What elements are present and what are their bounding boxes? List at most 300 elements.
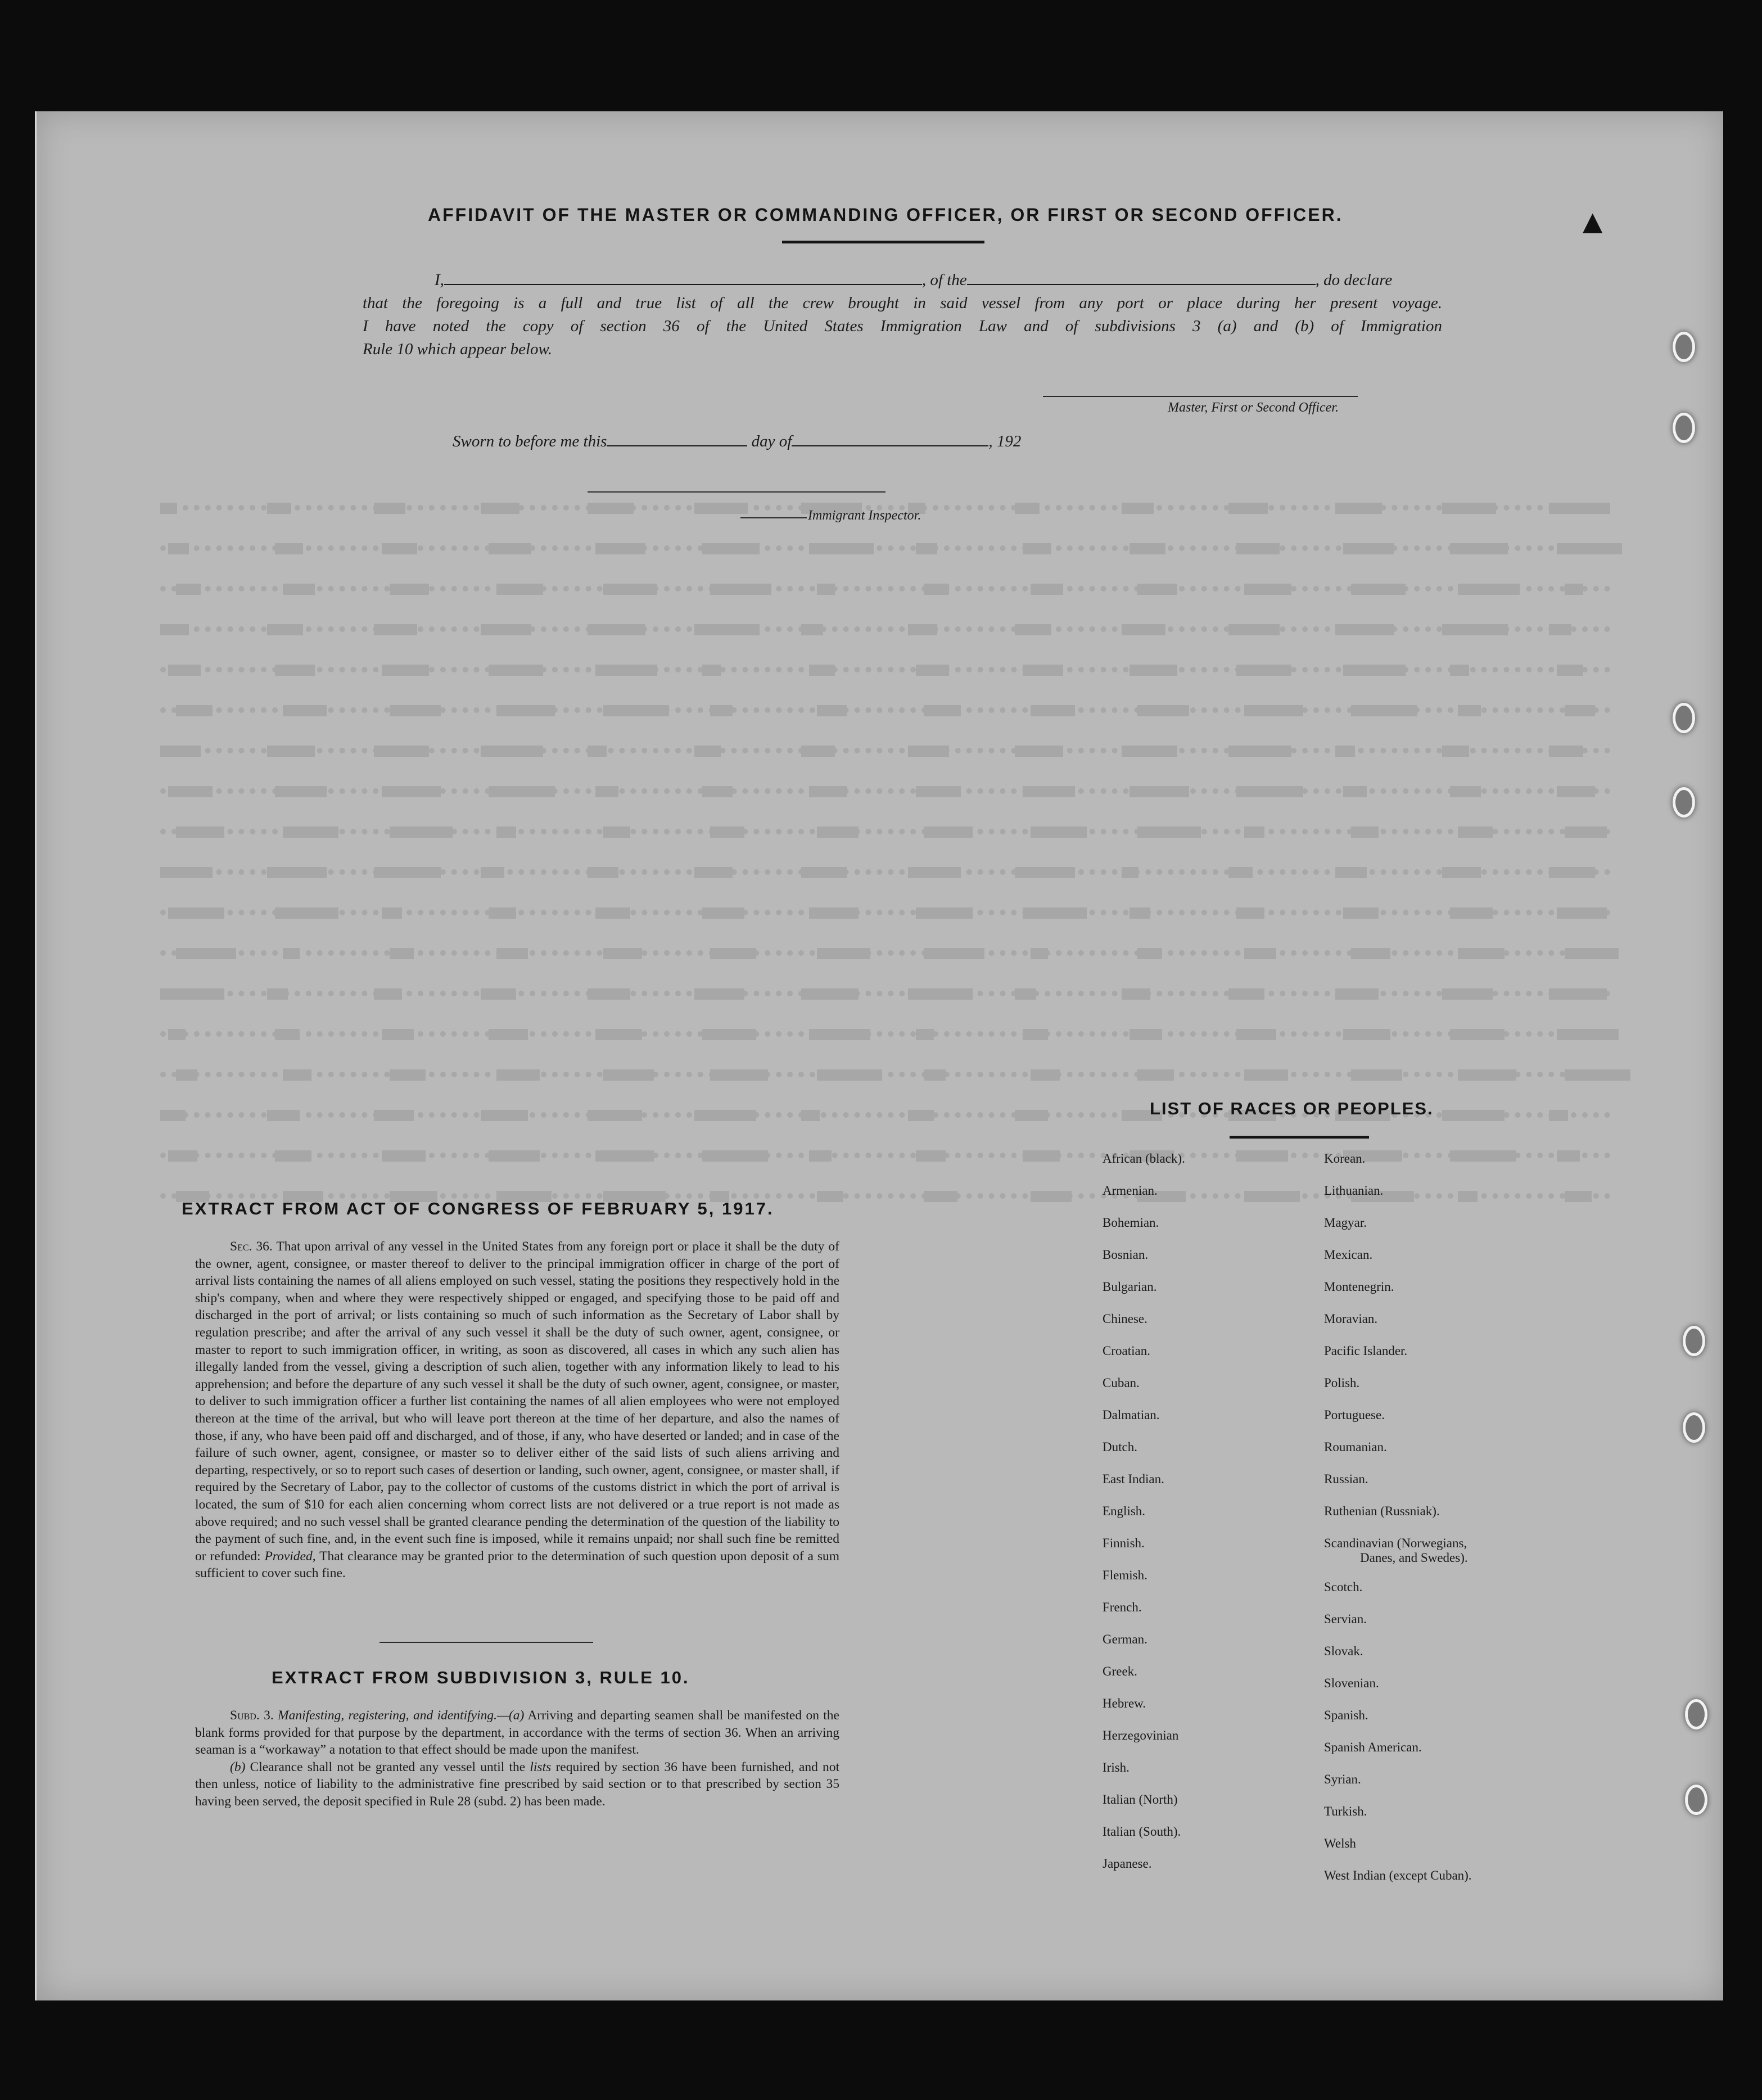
bleed-through-mark: [694, 988, 744, 1000]
race-item: [1324, 1772, 1472, 1804]
races-right-column: [1324, 1151, 1472, 1900]
bleed-through-row: [160, 788, 1611, 805]
race-label: Syrian.: [1324, 1772, 1361, 1786]
bleed-through-mark: [176, 948, 236, 959]
bleed-through-mark: [1351, 705, 1417, 716]
bleed-through-mark: [1122, 503, 1154, 514]
race-label: French.: [1103, 1600, 1142, 1614]
bleed-through-mark: [1565, 827, 1607, 838]
bleed-through-mark: [916, 543, 937, 554]
bleed-through-mark: [809, 786, 847, 797]
bleed-through-mark: [481, 1110, 528, 1121]
section-body: That upon arrival of any vessel in the United States from any foreign port or place it shall be the duty of the owner, agent, consignee, or master thereof to deliver to the principal immigration officer in charge of the port of arrival lists containing the names of all aliens employed on such vessel, stating the positions they respectively hold in the ship's company, when and where they were respectively shipped or engaged, and specifying those to be paid off and discharged in the port of arrival; or lists containing so much of such information as the Secretary of Labor shall by regulation prescribe; and after the arrival of any such vessel it shall be the duty of such owner, agent, consignee, or master to report to such immigration officer, in writing, as soon as discovered, all cases in which any such alien has illegally landed from the vessel, giving a description of such alien, together with any information likely to lead to his apprehension; and before the departure of any such vessel it shall be the duty of such owner, agent, consignee, or master, to deliver to such immigration officer a further list containing the names of all alien employees who were not employed thereon at the time of the arrival, but who will leave port thereon at the time of her departure, and also the names of those, if any, who have been paid off and discharged, and of those, if any, who have deserted or landed; and in case of the failure of such owner, agent, consignee, or master so to deliver either of the said lists of such aliens arriving and departing, respectively, or so to report such cases of desertion or landing, such owner, agent, consignee, or master shall, if required by the Secretary of Labor, pay to the collector of customs of the customs district in which the port of arrival is located, the sum of $10 for each alien concerning whom correct lists are not delivered or a true report is not made as above required; and no such vessel shall be granted clearance pending the determination of the question of the liability to the payment of such fine, and, in the event such fine is imposed, while it remains unpaid; nor shall such fine be remitted or refunded:: [195, 1239, 839, 1564]
bleed-through-mark: [1031, 948, 1048, 959]
bleed-through-mark: [595, 786, 618, 797]
rule-title: EXTRACT FROM SUBDIVISION 3, RULE 10.: [272, 1668, 690, 1687]
race-label: German.: [1103, 1632, 1147, 1646]
bleed-through-mark: [267, 1110, 300, 1121]
section-divider: [379, 1642, 593, 1643]
bleed-through-mark: [176, 1069, 197, 1081]
bleed-through-mark: [1122, 988, 1150, 1000]
bleed-through-mark: [275, 907, 338, 919]
bleed-through-mark: [1130, 1029, 1162, 1040]
race-label: Spanish American.: [1324, 1740, 1422, 1754]
punch-hole: [1673, 703, 1695, 733]
bleed-through-mark: [801, 1110, 820, 1121]
bleed-through-mark: [283, 1069, 311, 1081]
bleed-through-mark: [489, 665, 543, 676]
bleed-through-mark: [176, 584, 201, 595]
bleed-through-mark: [1557, 543, 1622, 554]
bleed-through-mark: [1343, 665, 1406, 676]
bleed-through-mark: [382, 665, 429, 676]
bleed-through-mark: [1557, 1029, 1619, 1040]
bleed-through-mark: [481, 867, 504, 878]
bleed-through-mark: [496, 584, 543, 595]
bleed-through-mark: [1442, 624, 1508, 635]
race-item: [1103, 1344, 1185, 1376]
bleed-through-mark: [489, 786, 555, 797]
bleed-through-mark: [694, 624, 760, 635]
bleed-through-mark: [1015, 624, 1051, 635]
punch-hole: [1685, 1699, 1707, 1729]
race-item: [1103, 1151, 1185, 1184]
race-label: Polish.: [1324, 1376, 1360, 1390]
race-label: Japanese.: [1103, 1857, 1152, 1871]
bleed-through-mark: [916, 786, 961, 797]
race-label: Dalmatian.: [1103, 1408, 1160, 1422]
bleed-through-mark: [1023, 1150, 1060, 1162]
bleed-through-mark: [489, 543, 531, 554]
bleed-through-mark: [390, 1069, 426, 1081]
race-label: Russian.: [1324, 1472, 1368, 1486]
bleed-through-mark: [390, 827, 453, 838]
affidavit-line-3: I have noted the copy of section 36 of the United States Immigration Law and of subdivisions 3 (a) and (b) of Immigration: [363, 317, 1442, 335]
bleed-through-mark: [160, 1110, 186, 1121]
bleed-through-mark: [168, 1029, 186, 1040]
race-label: East Indian.: [1103, 1472, 1164, 1486]
bleed-through-mark: [1244, 827, 1264, 838]
bleed-through-mark: [1351, 827, 1379, 838]
affidavit-do-declare: , do declare: [1315, 271, 1393, 289]
bleed-through-mark: [702, 1150, 768, 1162]
inspector-signature-line[interactable]: [588, 491, 885, 493]
bleed-through-mark: [603, 705, 669, 716]
bleed-through-mark: [1015, 503, 1040, 514]
bleed-through-mark: [481, 624, 531, 635]
bleed-through-mark: [817, 827, 859, 838]
race-label: Roumanian.: [1324, 1440, 1387, 1454]
bleed-through-mark: [1335, 867, 1367, 878]
document-page: [35, 111, 1723, 2000]
bleed-through-mark: [275, 543, 303, 554]
bleed-through-mark: [603, 948, 642, 959]
title-underline: [782, 241, 984, 243]
bleed-through-mark: [809, 1029, 870, 1040]
bleed-through-mark: [1557, 1150, 1580, 1162]
bleed-through-mark: [1450, 543, 1508, 554]
master-signature-line[interactable]: [1043, 396, 1358, 397]
bleed-through-mark: [496, 948, 528, 959]
bleed-through-mark: [168, 1150, 197, 1162]
race-label-continuation: Danes, and Swedes).: [1360, 1551, 1468, 1565]
act-title: EXTRACT FROM ACT OF CONGRESS OF FEBRUARY 5, 1917.: [182, 1199, 774, 1218]
bleed-through-mark: [916, 1150, 946, 1162]
race-label: Bohemian.: [1103, 1216, 1159, 1230]
bleed-through-mark: [817, 705, 847, 716]
bleed-through-mark: [710, 705, 733, 716]
bleed-through-mark: [1023, 543, 1051, 554]
bleed-through-mark: [817, 948, 870, 959]
bleed-through-mark: [916, 907, 973, 919]
affidavit-line-2: that the foregoing is a full and true list of all the crew brought in said vessel from any port or place during her present voyage.: [363, 294, 1442, 312]
corner-mark-icon: ▲: [1583, 206, 1603, 236]
affidavit-line-4: Rule 10 which appear below.: [363, 340, 552, 358]
race-item: [1324, 1708, 1472, 1740]
bleed-through-mark: [1031, 1191, 1072, 1202]
bleed-through-mark: [496, 705, 555, 716]
bleed-through-mark: [1565, 1069, 1630, 1081]
race-item: [1324, 1151, 1472, 1184]
bleed-through-mark: [588, 1110, 642, 1121]
bleed-through-mark: [595, 907, 630, 919]
race-label: Slovak.: [1324, 1644, 1363, 1658]
bleed-through-mark: [1458, 584, 1520, 595]
bleed-through-mark: [1236, 1029, 1276, 1040]
bleed-through-mark: [374, 624, 417, 635]
race-label: Finnish.: [1103, 1536, 1145, 1550]
bleed-through-mark: [496, 1069, 540, 1081]
bleed-through-mark: [390, 584, 429, 595]
bleed-through-mark: [481, 746, 543, 757]
race-item: [1103, 1376, 1185, 1408]
race-label: Spanish.: [1324, 1708, 1368, 1722]
bleed-through-mark: [168, 786, 213, 797]
race-label: Greek.: [1103, 1664, 1137, 1678]
race-item: [1103, 1664, 1185, 1696]
bleed-through-mark: [1137, 705, 1189, 716]
punch-hole: [1685, 1785, 1707, 1815]
subd-a-text: Arriving and departing seamen shall be manifested on the blank forms provided for that purpose by the department, in accordance with the terms of section 36. When an arriving seaman is a “workaway” a notation to that effect should be made upon the manifest.: [195, 1708, 839, 1758]
bleed-through-mark: [1565, 705, 1595, 716]
punch-hole: [1673, 413, 1695, 443]
subd-label: Subd. 3.: [230, 1708, 274, 1723]
race-label: Italian (South).: [1103, 1824, 1181, 1839]
race-item: [1324, 1644, 1472, 1676]
race-item: [1103, 1472, 1185, 1504]
master-name-field[interactable]: [444, 270, 922, 285]
bleed-through-mark: [1137, 948, 1162, 959]
race-item: [1103, 1792, 1185, 1824]
sworn-day-of: day of: [751, 432, 792, 450]
bleed-through-mark: [390, 705, 441, 716]
bleed-through-mark: [588, 988, 630, 1000]
bleed-through-mark: [916, 1029, 934, 1040]
bleed-through-mark: [1228, 988, 1264, 1000]
bleed-through-mark: [1130, 907, 1150, 919]
race-item: [1324, 1376, 1472, 1408]
race-label: Irish.: [1103, 1760, 1130, 1774]
race-label: Mexican.: [1324, 1248, 1373, 1262]
bleed-through-mark: [1228, 867, 1253, 878]
bleed-through-mark: [390, 948, 414, 959]
race-item: [1103, 1857, 1185, 1889]
bleed-through-mark: [1458, 705, 1481, 716]
bleed-through-mark: [489, 1029, 528, 1040]
bleed-through-mark: [489, 1150, 540, 1162]
rule-subdivision-3: [195, 1707, 839, 1810]
bleed-through-mark: [924, 584, 949, 595]
bleed-through-mark: [801, 867, 847, 878]
race-item: [1103, 1824, 1185, 1857]
bleed-through-mark: [1335, 988, 1379, 1000]
bleed-through-mark: [801, 624, 823, 635]
race-label: Scandinavian (Norwegians,: [1324, 1536, 1467, 1550]
bleed-through-mark: [1549, 746, 1583, 757]
bleed-through-mark: [817, 1069, 882, 1081]
bleed-through-mark: [595, 1029, 642, 1040]
sworn-line: [453, 432, 1021, 451]
bleed-through-mark: [374, 746, 429, 757]
race-item: [1324, 1248, 1472, 1280]
bleed-through-mark: [1236, 1150, 1288, 1162]
bleed-through-mark: [595, 543, 645, 554]
subd-b-text-2: required by section 36 have been furnished, and not then unless, notice of liability to the administrative fine prescribed by said section or to that prescribed by section 35 having been served, the deposit specified in Rule 28 (subd. 2) has been made.: [195, 1759, 840, 1809]
race-item: [1324, 1312, 1472, 1344]
bleed-through-mark: [924, 1069, 946, 1081]
bleed-through-mark: [809, 543, 874, 554]
bleed-through-mark: [374, 867, 441, 878]
race-item: [1324, 1440, 1472, 1472]
bleed-through-mark: [694, 1110, 756, 1121]
race-item: [1103, 1312, 1185, 1344]
bleed-through-mark: [1557, 786, 1595, 797]
race-item: [1324, 1408, 1472, 1440]
bleed-through-mark: [924, 827, 973, 838]
subd-b-label: (b): [230, 1759, 246, 1774]
bleed-through-mark: [1244, 584, 1291, 595]
bleed-through-mark: [1549, 1110, 1568, 1121]
bleed-through-mark: [801, 746, 835, 757]
race-item: [1324, 1676, 1472, 1708]
bleed-through-mark: [801, 988, 859, 1000]
bleed-through-mark: [710, 584, 771, 595]
bleed-through-mark: [1335, 746, 1355, 757]
bleed-through-mark: [1130, 665, 1177, 676]
bleed-through-mark: [1442, 1110, 1505, 1121]
race-label: Croatian.: [1103, 1344, 1150, 1358]
race-item: [1103, 1568, 1185, 1600]
bleed-through-mark: [382, 907, 402, 919]
affidavit-title: AFFIDAVIT OF THE MASTER OR COMMANDING OFFICER, OR FIRST OR SECOND OFFICER.: [428, 205, 1343, 225]
bleed-through-mark: [1122, 746, 1177, 757]
race-label: Bosnian.: [1103, 1248, 1149, 1262]
bleed-through-mark: [1450, 665, 1469, 676]
bleed-through-mark: [702, 665, 721, 676]
bleed-through-mark: [1137, 584, 1177, 595]
race-label: Italian (North): [1103, 1792, 1178, 1807]
races-title: LIST OF RACES OR PEOPLES.: [1150, 1099, 1434, 1118]
bleed-through-mark: [160, 746, 201, 757]
race-item: [1103, 1248, 1185, 1280]
bleed-through-mark: [710, 1069, 768, 1081]
bleed-through-mark: [1122, 624, 1165, 635]
bleed-through-mark: [160, 503, 177, 514]
race-item: [1103, 1184, 1185, 1216]
bleed-through-mark: [924, 1191, 957, 1202]
bleed-through-mark: [1442, 746, 1469, 757]
bleed-through-mark: [809, 1150, 832, 1162]
race-label: Ruthenian (Russniak).: [1324, 1504, 1440, 1518]
bleed-through-mark: [481, 503, 519, 514]
bleed-through-mark: [1351, 584, 1406, 595]
bleed-through-mark: [176, 705, 213, 716]
bleed-through-table: [37, 505, 1723, 1236]
race-item: [1324, 1612, 1472, 1644]
bleed-through-mark: [908, 988, 973, 1000]
race-label: Herzegovinian: [1103, 1728, 1179, 1742]
sworn-day-field[interactable]: [607, 432, 747, 446]
races-title-underline: [1230, 1136, 1369, 1139]
bleed-through-mark: [588, 746, 607, 757]
bleed-through-mark: [1343, 786, 1367, 797]
race-item: [1103, 1408, 1185, 1440]
bleed-through-mark: [710, 827, 744, 838]
vessel-name-field[interactable]: [967, 270, 1316, 285]
bleed-through-mark: [374, 1110, 414, 1121]
race-item: [1324, 1504, 1472, 1536]
affidavit-i: I,: [435, 271, 444, 289]
affidavit-of-the: , of the: [921, 271, 967, 289]
sworn-month-field[interactable]: [792, 432, 988, 446]
bleed-through-mark: [1458, 1069, 1516, 1081]
bleed-through-mark: [702, 907, 744, 919]
bleed-through-mark: [1015, 988, 1036, 1000]
bleed-through-mark: [1023, 786, 1075, 797]
race-item: [1324, 1344, 1472, 1376]
bleed-through-mark: [382, 786, 441, 797]
bleed-through-row: [160, 910, 1611, 927]
race-item: [1324, 1804, 1472, 1836]
bleed-through-mark: [283, 827, 338, 838]
bleed-through-mark: [1130, 786, 1189, 797]
bleed-through-mark: [160, 988, 224, 1000]
bleed-through-mark: [1343, 543, 1394, 554]
bleed-through-mark: [267, 988, 288, 1000]
race-label: Hebrew.: [1103, 1696, 1146, 1710]
bleed-through-mark: [924, 948, 984, 959]
race-item: [1103, 1440, 1185, 1472]
sworn-year: , 192: [988, 432, 1022, 450]
bleed-through-mark: [595, 1150, 654, 1162]
race-item: [1103, 1600, 1185, 1632]
bleed-through-mark: [283, 948, 300, 959]
bleed-through-mark: [1023, 907, 1087, 919]
bleed-through-mark: [382, 1150, 426, 1162]
race-label: Chinese.: [1103, 1312, 1147, 1326]
bleed-through-mark: [1565, 948, 1619, 959]
race-label: Servian.: [1324, 1612, 1367, 1626]
bleed-through-mark: [588, 503, 634, 514]
bleed-through-mark: [275, 1029, 300, 1040]
bleed-through-mark: [1228, 746, 1291, 757]
inspector-signature-label: Immigrant Inspector.: [808, 508, 921, 523]
bleed-through-mark: [1450, 907, 1493, 919]
bleed-through-mark: [168, 665, 201, 676]
bleed-through-mark: [283, 584, 315, 595]
bleed-through-mark: [1335, 503, 1382, 514]
bleed-through-mark: [1549, 867, 1595, 878]
race-item: [1103, 1216, 1185, 1248]
bleed-through-mark: [1565, 584, 1583, 595]
race-item: [1103, 1632, 1185, 1664]
affidavit-text: [363, 269, 1442, 361]
bleed-through-mark: [1244, 705, 1303, 716]
bleed-through-mark: [1236, 786, 1303, 797]
bleed-through-mark: [275, 786, 327, 797]
bleed-through-mark: [702, 543, 760, 554]
bleed-through-mark: [916, 665, 949, 676]
bleed-through-mark: [1015, 746, 1063, 757]
race-label: West Indian (except Cuban).: [1324, 1868, 1472, 1882]
bleed-through-mark: [1549, 503, 1610, 514]
bleed-through-mark: [1565, 1191, 1592, 1202]
bleed-through-mark: [603, 827, 630, 838]
bleed-through-mark: [809, 665, 835, 676]
bleed-through-mark: [817, 1191, 843, 1202]
bleed-through-mark: [275, 1150, 311, 1162]
bleed-through-mark: [908, 867, 961, 878]
bleed-through-mark: [1031, 705, 1075, 716]
race-item: [1324, 1280, 1472, 1312]
bleed-through-mark: [1450, 1029, 1505, 1040]
bleed-through-mark: [1023, 665, 1063, 676]
bleed-through-mark: [489, 907, 516, 919]
race-label: Bulgarian.: [1103, 1280, 1157, 1294]
bleed-through-row: [160, 829, 1611, 846]
inspector-label-rule: [740, 517, 807, 518]
race-label: Lithuanian.: [1324, 1184, 1384, 1198]
punch-hole: [1673, 787, 1695, 818]
race-label: Turkish.: [1324, 1804, 1367, 1818]
bleed-through-mark: [1031, 1069, 1060, 1081]
race-item: [1324, 1536, 1472, 1580]
race-label: Scotch.: [1324, 1580, 1363, 1594]
bleed-through-mark: [382, 1029, 414, 1040]
races-left-column: [1103, 1151, 1185, 1889]
bleed-through-mark: [1015, 867, 1075, 878]
subd-a-label: —(a): [496, 1708, 525, 1723]
bleed-through-mark: [275, 665, 315, 676]
bleed-through-row: [160, 1031, 1611, 1048]
race-label: Armenian.: [1103, 1184, 1158, 1198]
bleed-through-mark: [1236, 907, 1264, 919]
bleed-through-mark: [1031, 584, 1063, 595]
sworn-before-me: Sworn to before me this: [453, 432, 607, 450]
bleed-through-mark: [267, 503, 291, 514]
bleed-through-mark: [1343, 907, 1379, 919]
bleed-through-mark: [1343, 1029, 1390, 1040]
race-item: [1103, 1504, 1185, 1536]
bleed-through-mark: [908, 746, 949, 757]
race-item: [1324, 1184, 1472, 1216]
bleed-through-mark: [176, 827, 224, 838]
bleed-through-mark: [1236, 665, 1291, 676]
bleed-through-mark: [1442, 503, 1496, 514]
bleed-through-mark: [908, 624, 937, 635]
bleed-through-mark: [702, 786, 733, 797]
bleed-through-mark: [1442, 988, 1493, 1000]
